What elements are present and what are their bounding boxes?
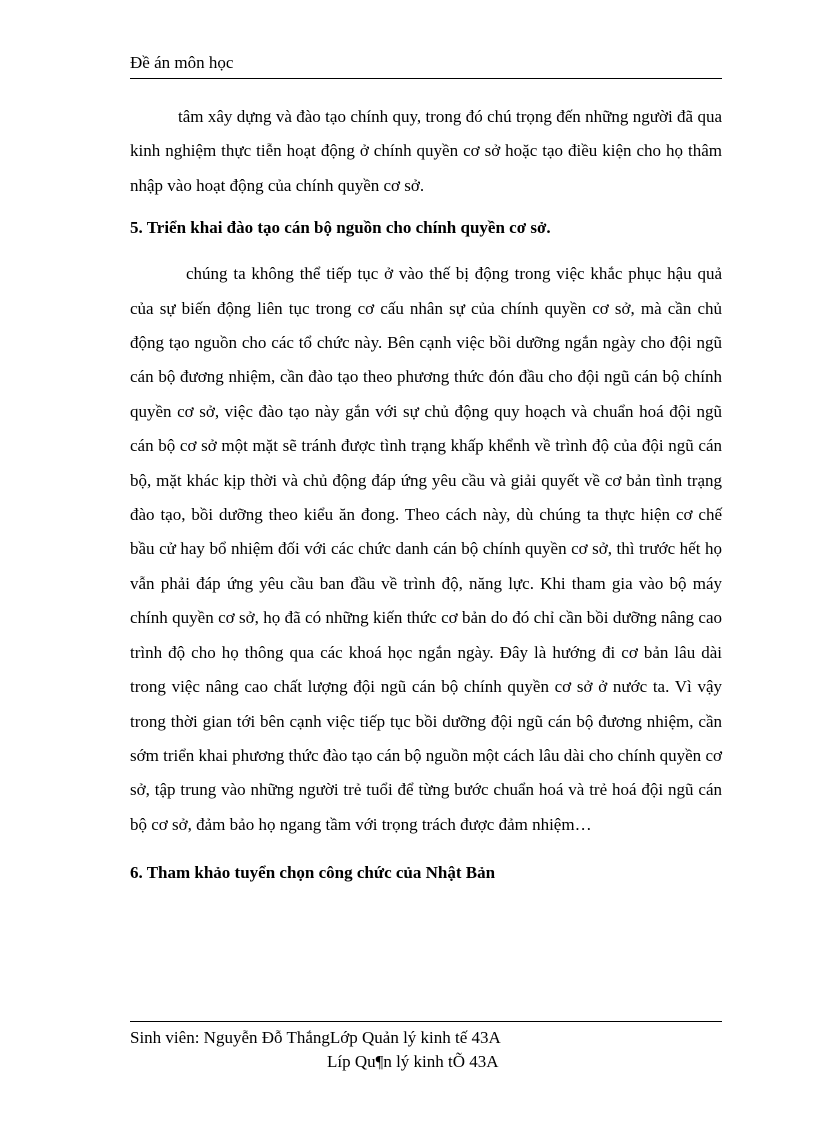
section-5-heading: 5. Triển khai đào tạo cán bộ nguồn cho chính quyền cơ sở. — [130, 218, 551, 238]
footer-line-1: Sinh viên: Nguyễn Đỗ ThắngLớp Quản lý kinh tế 43A — [130, 1028, 501, 1047]
footer-line-2: Líp Qu¶n lý kinh tÕ 43A — [327, 1052, 499, 1071]
section-5-paragraph: chúng ta không thể tiếp tục ở vào thế bị động trong việc khắc phục hậu quả của sự biến động liên tục trong cơ cấu nhân sự của chính quyền cơ sở, mà cần chủ động tạo nguồn cho các tổ chức này. Bên cạnh việc bồi dưỡng ngắn ngày cho đội ngũ cán bộ đương nhiệm, cần đào tạo theo phương thức đón đầu cho đội ngũ cán bộ chính quyền cơ sở, việc đào tạo này gắn với sự chủ động quy hoạch và chuẩn hoá đội ngũ cán bộ cơ sở một mặt sẽ tránh được tình trạng khấp khểnh về trình độ của đội ngũ cán bộ, mặt khác kịp thời và chủ động đáp ứng yêu cầu và giải quyết về cơ bản tình trạng đào tạo, bồi dưỡng theo kiểu ăn đong. Theo cách này, dù chúng ta thực hiện cơ chế bầu cử hay bổ nhiệm đối với các chức danh cán bộ chính quyền cơ sở, thì trước hết họ vẫn phải đáp ứng yêu cầu ban đầu về trình độ, năng lực. Khi tham gia vào bộ máy chính quyền cơ sở, họ đã có những kiến thức cơ bản do đó chỉ cần bồi dưỡng nâng cao trình độ cho họ thông qua các khoá học ngắn ngày. Đây là hướng đi cơ bản lâu dài trong việc nâng cao chất lượng đội ngũ cán bộ chính quyền cơ sở ở nước ta. Vì vậy trong thời gian tới bên cạnh việc tiếp tục bồi dưỡng đội ngũ cán bộ đương nhiệm, cần sớm triển khai phương thức đào tạo cán bộ nguồn một cách lâu dài cho chính quyền cơ sở, tập trung vào những người trẻ tuổi để từng bước chuẩn hoá và trẻ hoá đội ngũ cán bộ cơ sở, đảm bảo họ ngang tầm với trọng trách được đảm nhiệm… — [130, 264, 722, 834]
footer-divider — [130, 1021, 722, 1022]
section-6-heading: 6. Tham khảo tuyển chọn công chức của Nhật Bản — [130, 863, 496, 883]
header-title: Đề án môn học — [130, 53, 234, 72]
intro-paragraph: tâm xây dựng và đào tạo chính quy, trong đó chú trọng đến những người đã qua kinh nghiệm thực tiễn hoạt động ở chính quyền cơ sở hoặc tạo điều kiện cho họ thâm nhập vào hoạt động của chính quyền cơ sở. — [130, 107, 722, 195]
page-body — [130, 100, 722, 890]
page-footer — [130, 1026, 722, 1074]
page-header — [130, 52, 722, 79]
